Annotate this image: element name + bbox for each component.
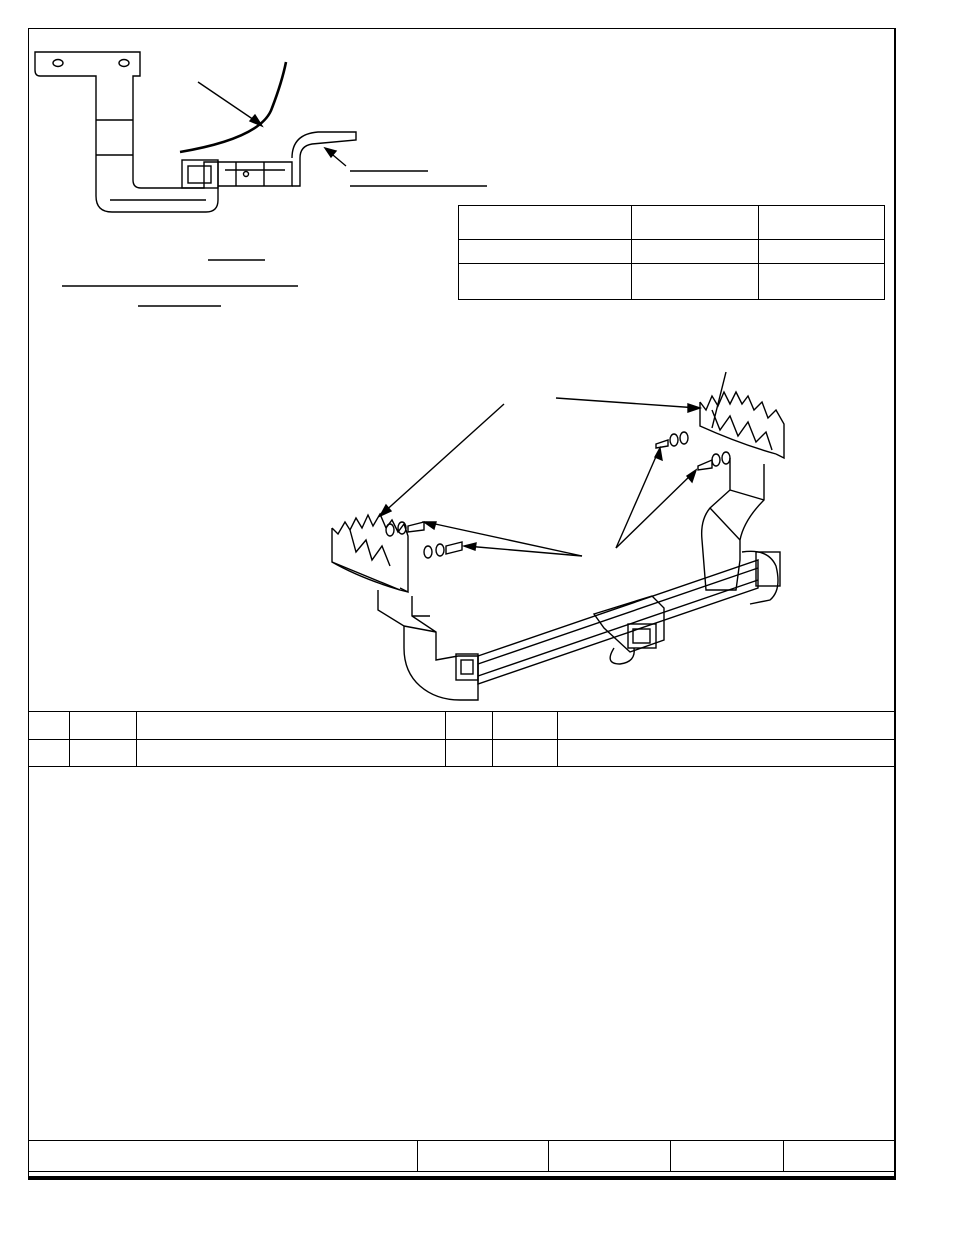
parts-table — [28, 711, 896, 767]
footer-cell — [549, 1141, 671, 1172]
footer-cell — [671, 1141, 784, 1172]
parts-table-cell — [137, 740, 446, 767]
parts-table-header — [137, 712, 446, 740]
vehicle-table-cell — [759, 240, 885, 264]
vehicle-table-header — [632, 206, 759, 240]
footer-title-block — [28, 1140, 896, 1172]
footer-cell — [418, 1141, 549, 1172]
footer-cell — [29, 1141, 418, 1172]
vehicle-table-cell — [459, 240, 632, 264]
hitch-exploded-view — [332, 372, 784, 700]
right-hardware — [616, 432, 730, 548]
parts-table-header — [446, 712, 493, 740]
parts-table-cell — [29, 740, 70, 767]
detail-bracket-view — [35, 52, 487, 306]
parts-table-cell — [558, 740, 896, 767]
vehicle-table-cell — [632, 264, 759, 300]
left-hardware — [386, 522, 582, 558]
parts-table-cell — [70, 740, 137, 767]
vehicle-table-cell — [459, 264, 632, 300]
instructions-text — [40, 780, 880, 1120]
vehicle-table-cell — [632, 240, 759, 264]
parts-table-header — [493, 712, 558, 740]
bottom-rule — [28, 1176, 896, 1179]
vehicle-table-header — [759, 206, 885, 240]
vehicle-table — [458, 205, 885, 300]
vehicle-table-cell — [759, 264, 885, 300]
footer-cell — [784, 1141, 896, 1172]
parts-table-header — [70, 712, 137, 740]
parts-table-cell — [493, 740, 558, 767]
parts-table-cell — [446, 740, 493, 767]
vehicle-table-header — [459, 206, 632, 240]
parts-table-header — [558, 712, 896, 740]
parts-table-header — [29, 712, 70, 740]
